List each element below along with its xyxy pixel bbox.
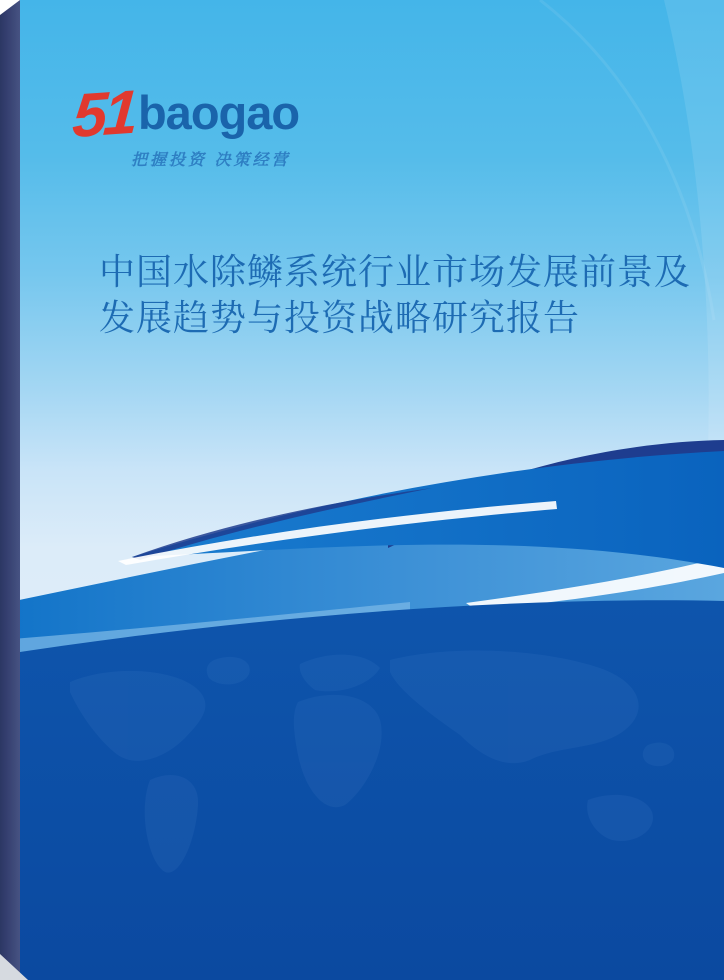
logo-prefix: 51 [70,77,137,152]
logo-wordmark [70,77,300,152]
left-spine [0,0,20,980]
deep-blue-field [0,600,724,980]
report-title [99,249,691,341]
logo-tagline: 把握投资 决策经营 [131,152,291,169]
right-edge-glow [664,0,724,452]
report-title-line1: 中国水除鳞系统行业市场发展前景及 [99,251,692,292]
report-title-line2: 发展趋势与投资战略研究报告 [99,297,581,338]
logo-name: baogao [137,86,300,139]
brand-logo [70,77,300,170]
